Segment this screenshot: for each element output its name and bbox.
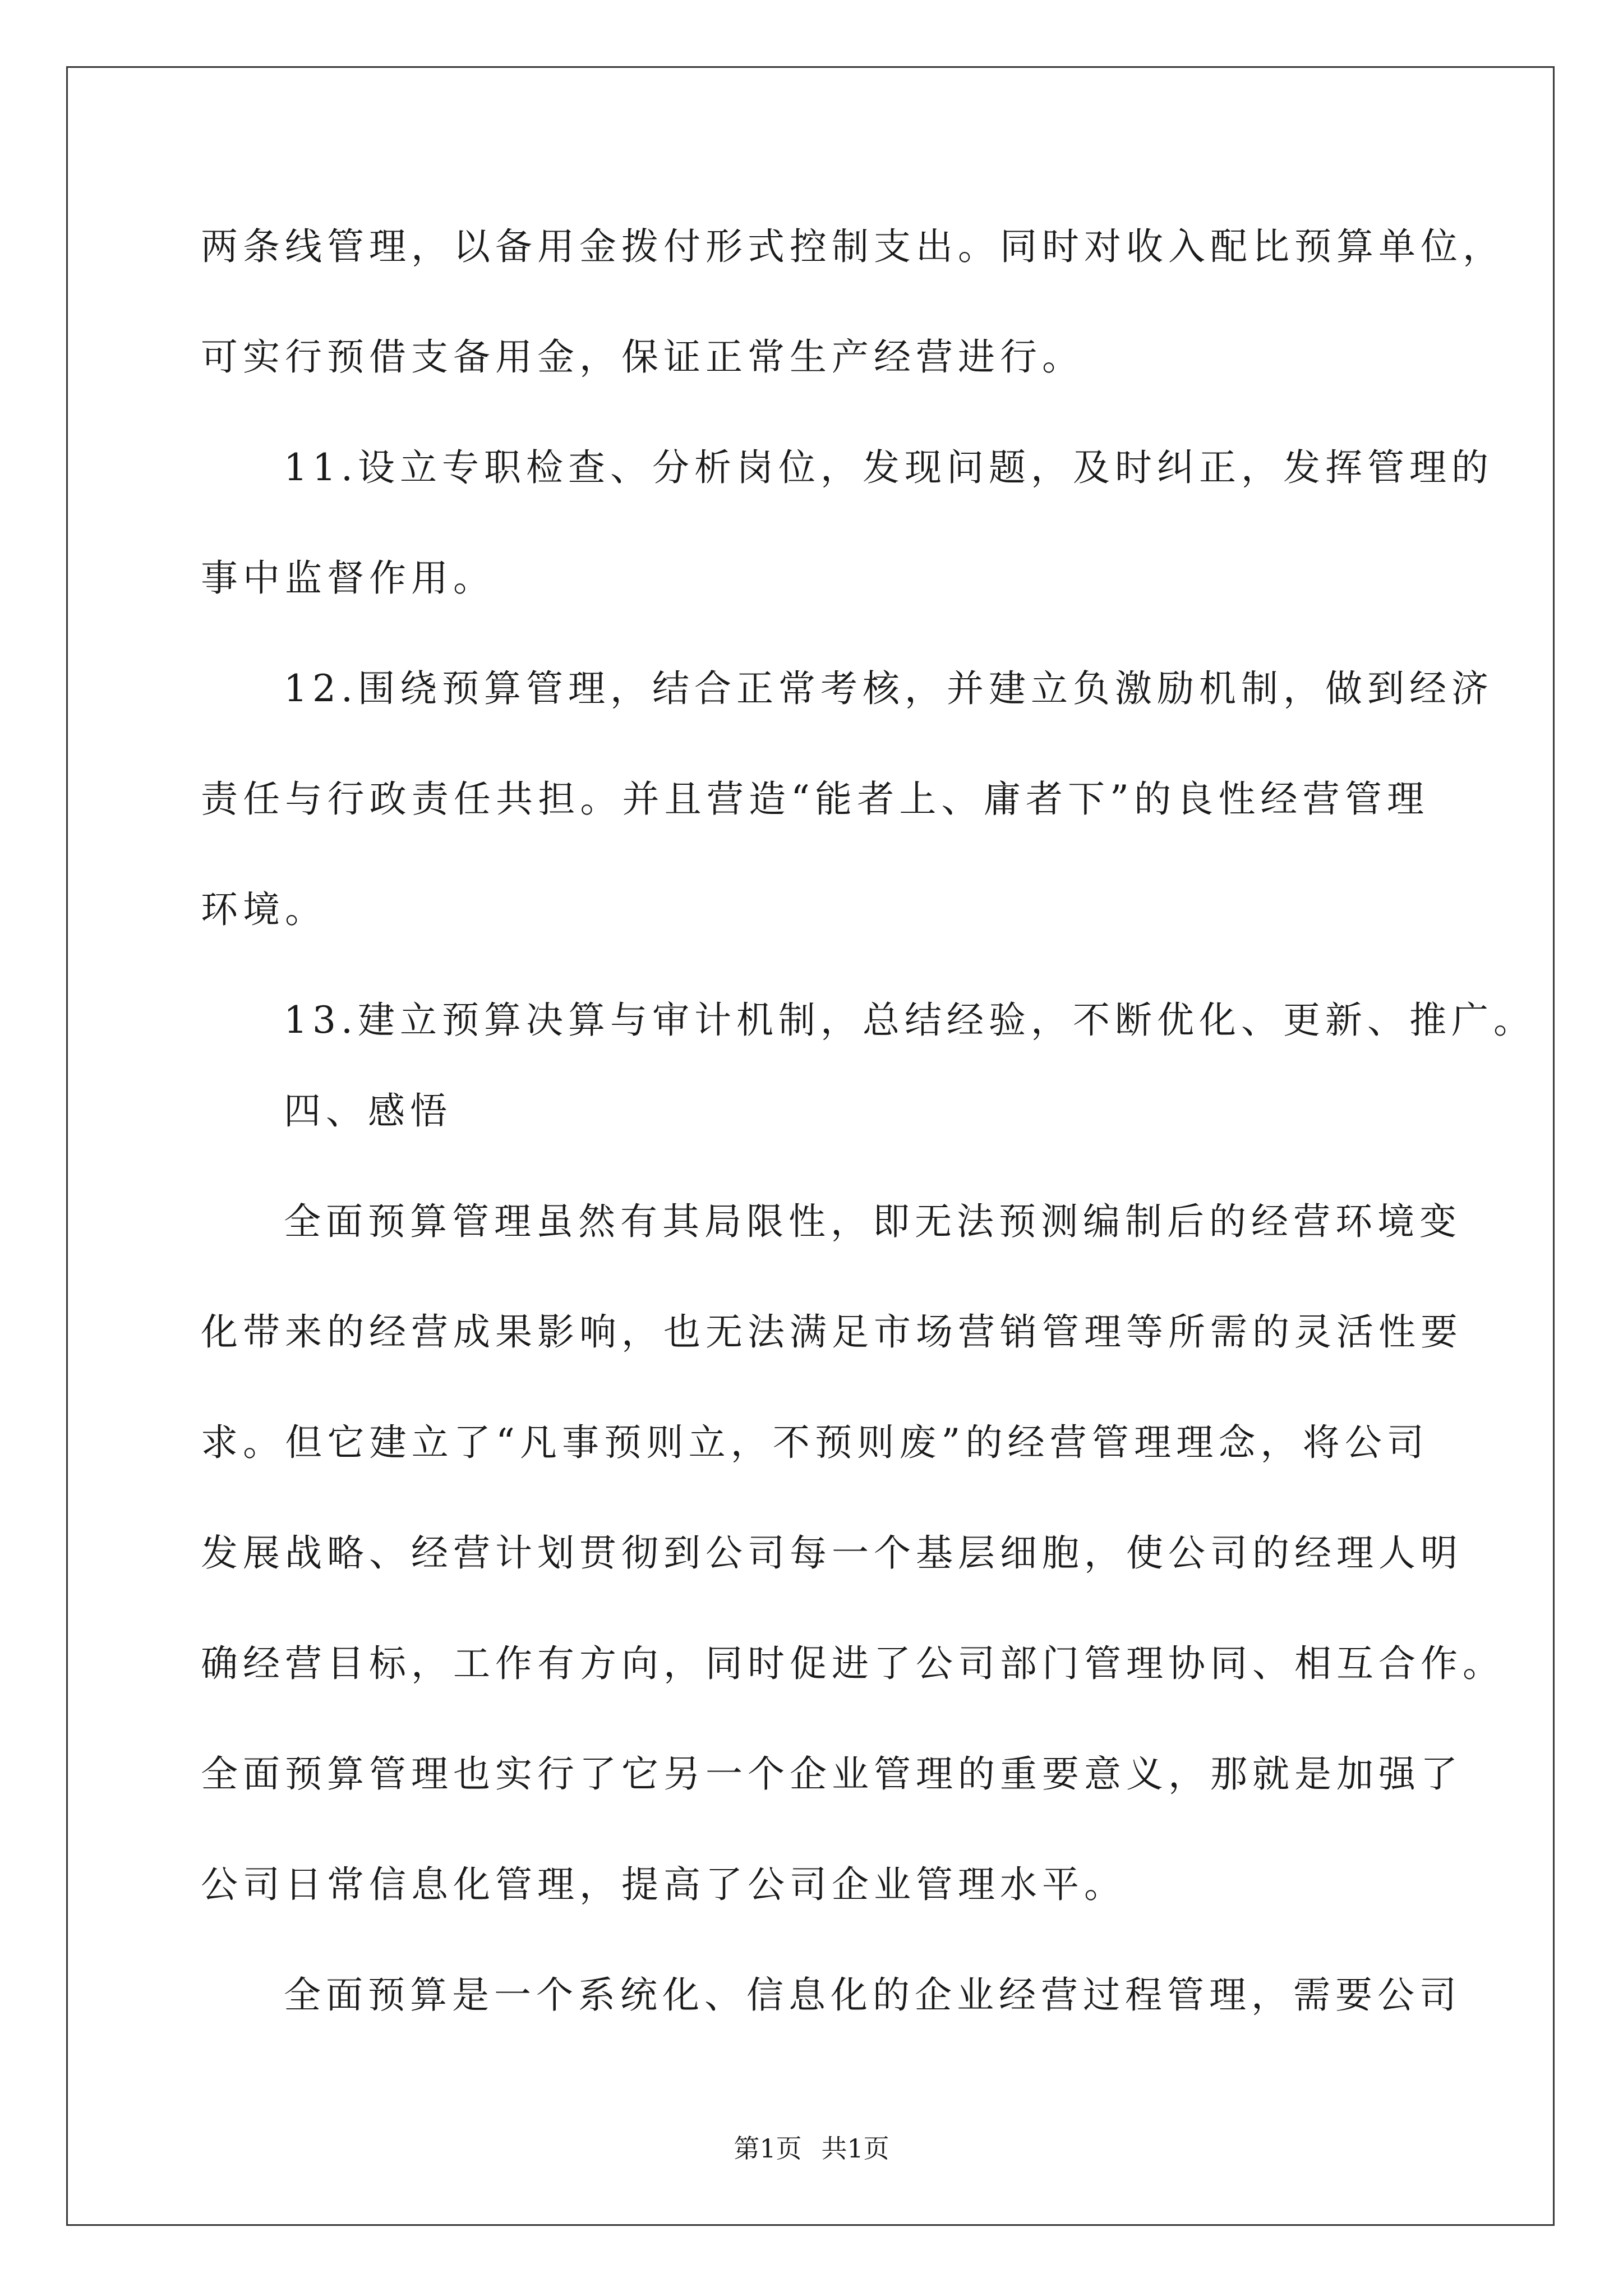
text-line: 两条线管理，以备用金拨付形式控制支出。同时对收入配比预算单位， <box>201 225 1505 268</box>
page-number: 第1页 <box>734 2133 802 2164</box>
text-line: 12.围绕预算管理，结合正常考核，并建立负激励机制，做到经济 <box>284 667 1493 710</box>
section-heading: 四、感悟 <box>284 1089 452 1133</box>
page-total: 共1页 <box>821 2133 889 2164</box>
text-line: 发展战略、经营计划贯彻到公司每一个基层细胞，使公司的经理人明 <box>201 1531 1463 1575</box>
page-footer <box>0 2132 1623 2165</box>
text-line: 可实行预借支备用金，保证正常生产经营进行。 <box>201 335 1084 379</box>
text-line: 全面预算管理也实行了它另一个企业管理的重要意义，那就是加强了 <box>201 1752 1463 1796</box>
text-line: 全面预算是一个系统化、信息化的企业经营过程管理，需要公司 <box>284 1973 1461 2017</box>
text-line: 求。但它建立了“凡事预则立，不预则废”的经营管理理念，将公司 <box>201 1421 1429 1464</box>
text-line: 环境。 <box>201 888 327 931</box>
text-line: 确经营目标，工作有方向，同时促进了公司部门管理协同、相互合作。 <box>201 1642 1505 1685</box>
text-line: 全面预算管理虽然有其局限性，即无法预测编制后的经营环境变 <box>284 1200 1461 1243</box>
text-line: 事中监督作用。 <box>201 556 495 600</box>
text-line: 化带来的经营成果影响，也无法满足市场营销管理等所需的灵活性要 <box>201 1310 1463 1354</box>
text-line: 13.建立预算决算与审计机制，总结经验，不断优化、更新、推广。 <box>284 999 1536 1042</box>
text-line: 责任与行政责任共担。并且营造“能者上、庸者下”的良性经营管理 <box>201 777 1429 821</box>
text-line: 公司日常信息化管理，提高了公司企业管理水平。 <box>201 1863 1126 1906</box>
text-line: 11.设立专职检查、分析岗位，发现问题，及时纠正，发挥管理的 <box>284 446 1493 489</box>
